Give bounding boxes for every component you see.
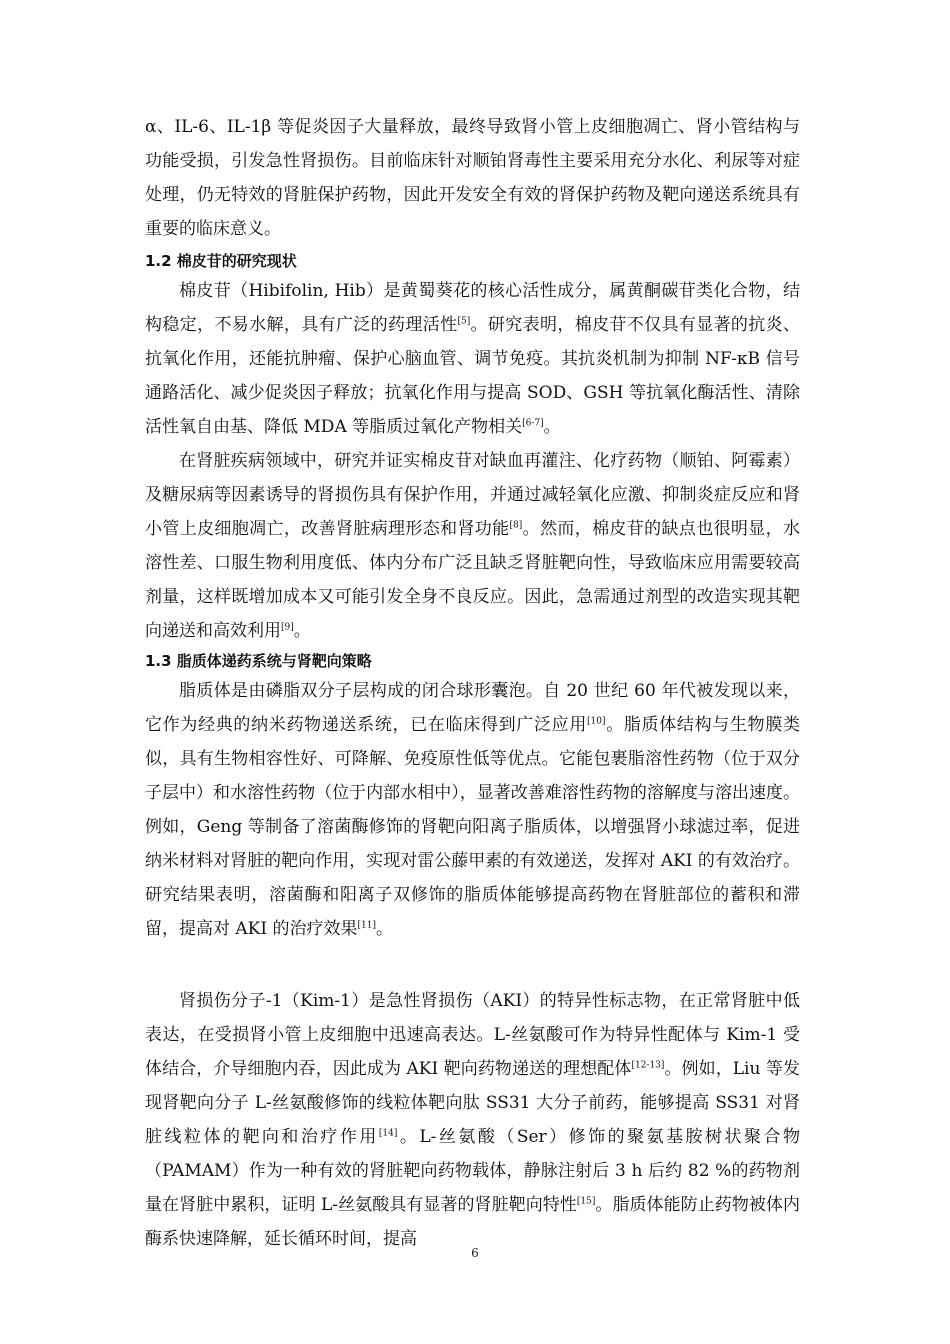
paragraph-hibifolin-1: 棉皮苷（Hibifolin, Hib）是黄蜀葵花的核心活性成分，属黄酮碳苷类化合物，结构稳定，不易水解，具有广泛的药理活性[5]。研究表明，棉皮苷不仅具有显著的抗炎、抗氧化作用，还能抗肿瘤、保护心脑血管、调节免疫。其抗炎机制为抑制 NF-κB 信号通路活化、减少促炎因子释放；抗氧化作用与提高 SOD、GSH 等抗氧化酶活性、清除活性氧自由基、降低 MDA 等脂质过氧化产物相关[6-7]。 (145, 281, 801, 437)
citation-10: [10] (587, 716, 606, 727)
paragraph-intro: α、IL-6、IL-1β 等促炎因子大量释放，最终导致肾小管上皮细胞凋亡、肾小管结构与功能受损，引发急性肾损伤。目前临床针对顺铂肾毒性主要采用充分水化、利尿等对症处理，仍无特效的肾脏保护药物，因此开发安全有效的肾保护药物及靶向递送系统具有重要的临床意义。 (145, 117, 800, 239)
citation-11: [11] (357, 920, 376, 931)
citation-9: [9] (281, 622, 294, 633)
citation-12-13: [12-13] (631, 1060, 665, 1071)
text-column (145, 110, 800, 1256)
section-heading-1-2: 1.2 棉皮苷的研究现状 (145, 252, 297, 270)
citation-8: [8] (509, 520, 523, 531)
citation-15: [15] (576, 1196, 596, 1207)
section-heading-1-3: 1.3 脂质体递药系统与肾靶向策略 (145, 652, 372, 670)
paragraph-spacer (145, 946, 800, 984)
paragraph-hibifolin-2: 在肾脏疾病领域中，研究并证实棉皮苷对缺血再灌注、化疗药物（顺铂、阿霉素）及糖尿病等因素诱导的肾损伤具有保护作用，并通过减轻氧化应激、抑制炎症反应和肾小管上皮细胞凋亡，改善肾脏病理形态和肾功能[8]。然而，棉皮苷的缺点也很明显，水溶性差、口服生物利用度低、体内分布广泛且缺乏肾脏靶向性，导致临床应用需要较高剂量，这样既增加成本又可能引发全身不良反应。因此，急需通过剂型的改造实现其靶向递送和高效利用[9]。 (145, 451, 801, 641)
paragraph-kim1: 肾损伤分子-1（Kim-1）是急性肾损伤（AKI）的特异性标志物，在正常肾脏中低表达，在受损肾小管上皮细胞中迅速高表达。L-丝氨酸可作为特异性配体与 Kim-1 受体结合，介导细胞内吞，因此成为 AKI 靶向药物递送的理想配体[12-13]。例如，Liu 等发现肾靶向分子 L-丝氨酸修饰的线粒体靶向肽 SS31 大分子前药，能够提高 SS31 对肾脏线粒体的靶向和治疗作用[14]。L-丝氨酸（Ser）修饰的聚氨基胺树状聚合物（PAMAM）作为一种有效的肾脏靶向药物载体，静脉注射后 3 h 后约 82 %的药物剂量在肾脏中累积，证明 L-丝氨酸具有显著的肾脏靶向特性[15]。脂质体能防止药物被体内酶系快速降解，延长循环时间，提高 (145, 991, 801, 1249)
page-number: 6 (471, 1246, 479, 1260)
citation-5: [5] (457, 316, 471, 327)
citation-6-7: [6-7] (522, 418, 544, 429)
citation-14: [14] (378, 1128, 398, 1139)
paragraph-liposome: 脂质体是由磷脂双分子层构成的闭合球形囊泡。自 20 世纪 60 年代被发现以来，它作为经典的纳米药物递送系统，已在临床得到广泛应用[10]。脂质体结构与生物膜类似，具有生物相容性好、可降解、免疫原性低等优点。它能包裹脂溶性药物（位于双分子层中）和水溶性药物（位于内部水相中），显著改善难溶性药物的溶解度与溶出速度。例如，Geng 等制备了溶菌酶修饰的肾靶向阳离子脂质体，以增强肾小球滤过率，促进纳米材料对肾脏的靶向作用，实现对雷公藤甲素的有效递送，发挥对 AKI 的有效治疗。研究结果表明，溶菌酶和阳离子双修饰的脂质体能够提高药物在肾脏部位的蓄积和滞留，提高对 AKI 的治疗效果[11]。 (145, 681, 801, 939)
